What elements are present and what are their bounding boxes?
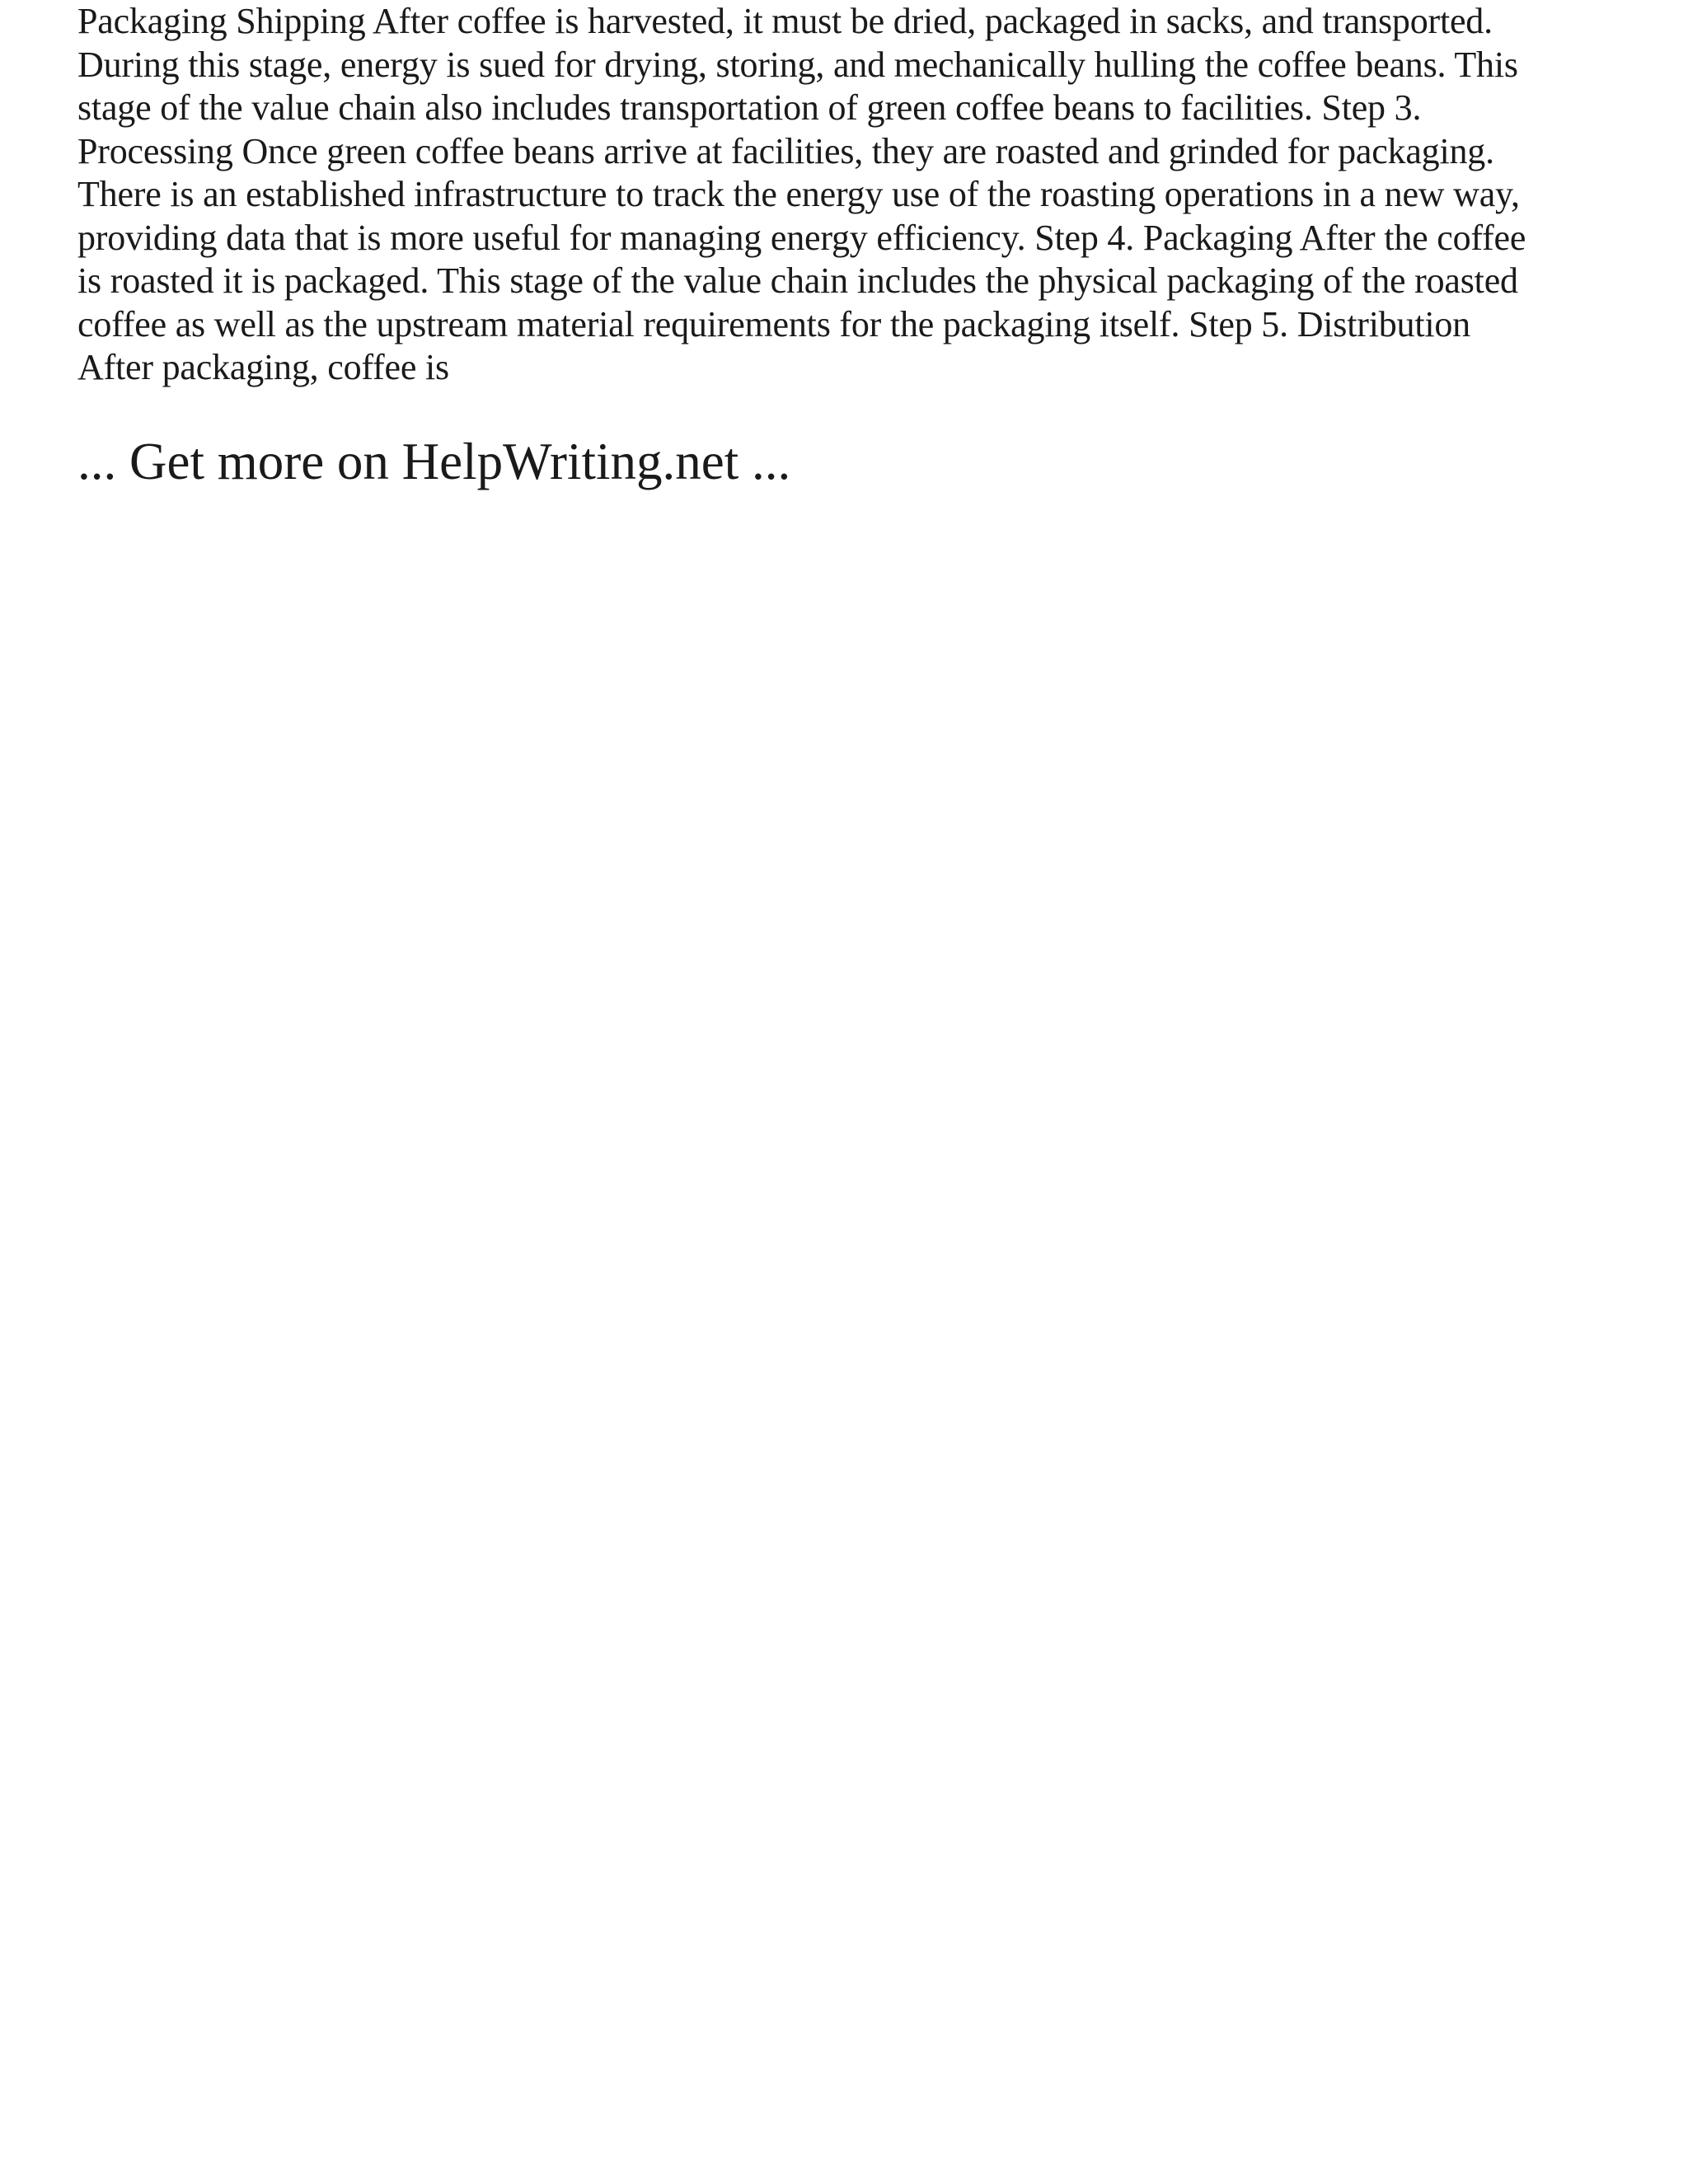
- paragraph-line: Packaging Shipping After coffee is harvested, it must be dried, packaged in sacks, and transported.: [77, 1, 1493, 41]
- paragraph-line: Processing Once green coffee beans arrive at facilities, they are roasted and grinded for packaging.: [77, 130, 1494, 171]
- paragraph-line: After packaging, coffee is: [77, 347, 449, 387]
- get-more-link[interactable]: ... Get more on HelpWriting.net ...: [77, 433, 791, 490]
- paragraph-line: is roasted it is packaged. This stage of the value chain includes the physical packaging of the roasted: [77, 260, 1518, 301]
- body-paragraph: [77, 0, 1611, 390]
- paragraph-line: coffee as well as the upstream material requirements for the packaging itself. Step 5. Distribution: [77, 303, 1470, 344]
- paragraph-line: stage of the value chain also includes transportation of green coffee beans to facilities. Step 3.: [77, 87, 1422, 128]
- paragraph-line: There is an established infrastructure to track the energy use of the roasting operations in a new way,: [77, 174, 1520, 214]
- paragraph-line: During this stage, energy is sued for drying, storing, and mechanically hulling the coffee beans. This: [77, 44, 1518, 85]
- paragraph-line: providing data that is more useful for managing energy efficiency. Step 4. Packaging After the coffee: [77, 217, 1526, 258]
